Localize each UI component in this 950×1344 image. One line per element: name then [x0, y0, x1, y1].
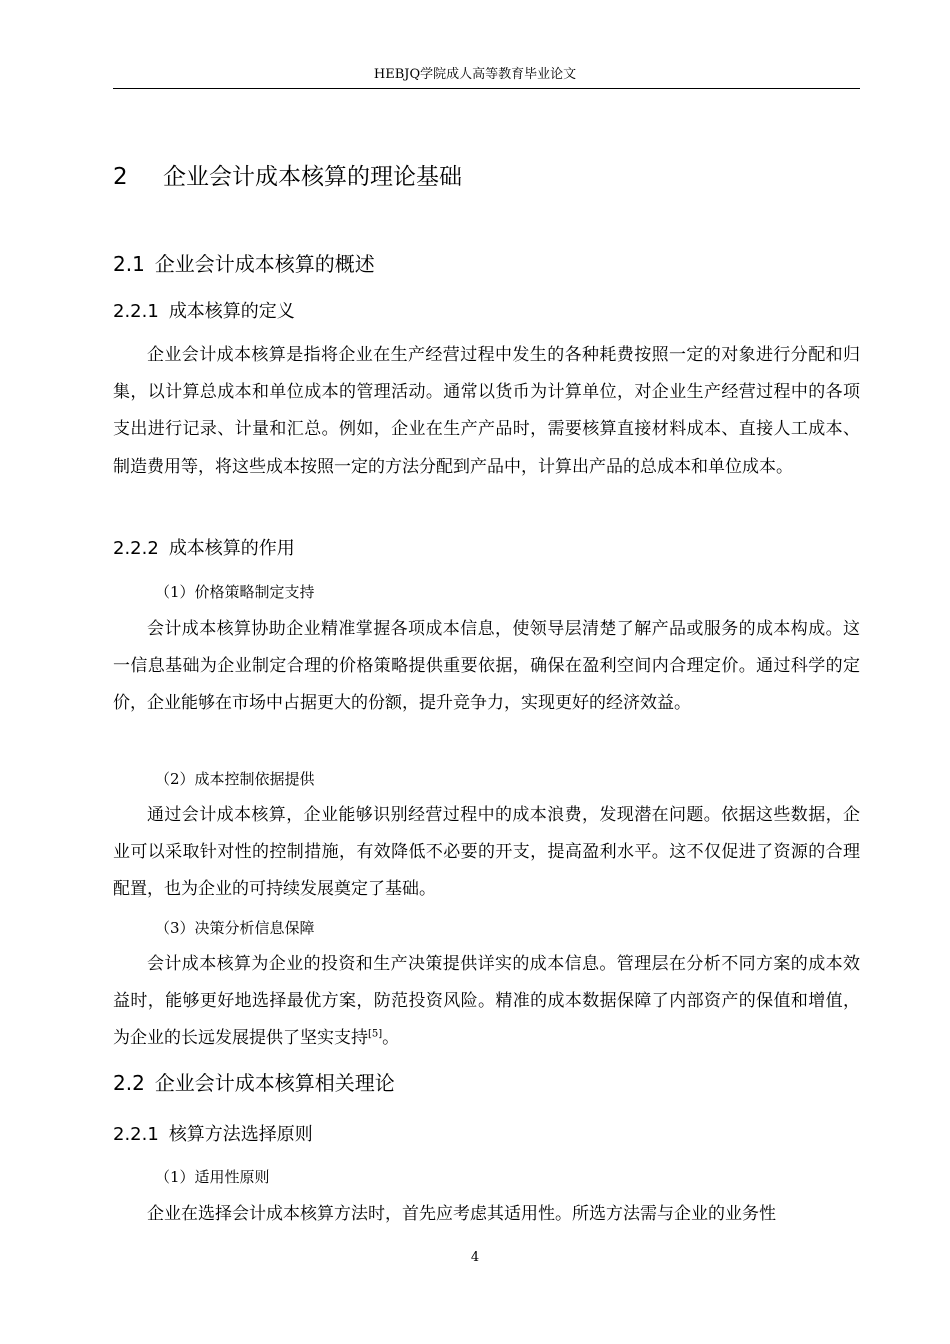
subsection-number: 2.2.2 [113, 538, 159, 559]
running-header: HEBJQ学院成人高等教育毕业论文 [373, 67, 577, 82]
page-number: 4 [470, 1250, 480, 1265]
chapter-number: 2 [113, 164, 128, 190]
subsection-title: 成本核算的定义 [168, 301, 295, 322]
chapter-title: 企业会计成本核算的理论基础 [163, 164, 462, 190]
paragraph-applicability: 企业在选择会计成本核算方法时，首先应考虑其适用性。所选方法需与企业的业务性 [147, 1204, 776, 1224]
list-item-decision-analysis: （3）决策分析信息保障 [155, 919, 315, 937]
subsection-title: 成本核算的作用 [168, 538, 295, 559]
section-number: 2.1 [113, 252, 145, 276]
section-number: 2.2 [113, 1071, 145, 1095]
paragraph-price-strategy: 会计成本核算协助企业精准掌握各项成本信息，使领导层清楚了解产品或服务的成本构成。这一信息基础为企业制定合理的价格策略提供重要依据，确保在盈利空间内合理定价。通过科学的定价，企业能够在市场中占据更大的份额，提升竞争力，实现更好的经济效益。 [113, 619, 860, 714]
subsection-heading-function [113, 536, 295, 562]
section-title: 企业会计成本核算的概述 [154, 252, 375, 276]
section-title: 企业会计成本核算相关理论 [154, 1071, 395, 1095]
paragraph-cost-control: 通过会计成本核算，企业能够识别经营过程中的成本浪费，发现潜在问题。依据这些数据，企业可以采取针对性的控制措施，有效降低不必要的开支，提高盈利水平。这不仅促进了资源的合理配置，也为企业的可持续发展奠定了基础。 [113, 805, 860, 900]
section-heading-2-2 [113, 1069, 395, 1097]
paragraph-definition: 企业会计成本核算是指将企业在生产经营过程中发生的各种耗费按照一定的对象进行分配和归集，以计算总成本和单位成本的管理活动。通常以货币为计算单位，对企业生产经营过程中的各项支出进行记录、计量和汇总。例如，企业在生产产品时，需要核算直接材料成本、直接人工成本、制造费用等，将这些成本按照一定的方法分配到产品中，计算出产品的总成本和单位成本。 [113, 345, 860, 477]
subsection-number: 2.2.1 [113, 1124, 159, 1145]
subsection-heading-definition [113, 299, 295, 325]
paragraph-end: 。 [382, 1028, 400, 1049]
paragraph-text: 会计成本核算为企业的投资和生产决策提供详实的成本信息。管理层在分析不同方案的成本效益时，能够更好地选择最优方案，防范投资风险。精准的成本数据保障了内部资产的保值和增值，为企业的长远发展提供了坚实支持 [113, 954, 860, 1049]
header-rule [113, 88, 860, 89]
chapter-heading [113, 162, 462, 192]
section-heading-2-1 [113, 250, 375, 278]
citation-reference: [5] [368, 1028, 383, 1040]
list-item-price-strategy: （1）价格策略制定支持 [155, 583, 315, 601]
list-item-applicability: （1）适用性原则 [155, 1168, 270, 1186]
subsection-heading-method-principles [113, 1122, 313, 1148]
subsection-title: 核算方法选择原则 [168, 1124, 313, 1145]
subsection-number: 2.2.1 [113, 301, 159, 322]
paragraph-decision-analysis [113, 946, 860, 1058]
list-item-cost-control: （2）成本控制依据提供 [155, 770, 315, 788]
